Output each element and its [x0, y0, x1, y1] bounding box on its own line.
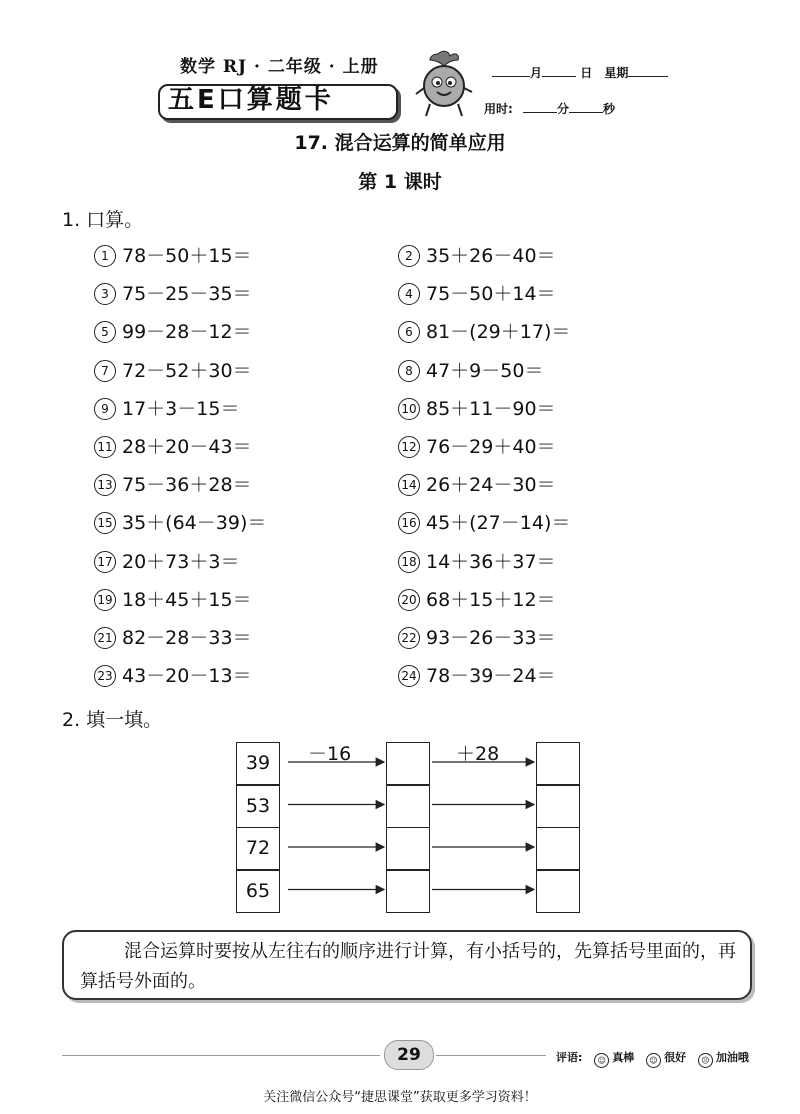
item-number-badge: 13: [94, 474, 116, 496]
month-label: 月: [530, 66, 543, 80]
calc-item: [94, 508, 266, 535]
cheer-face-icon: ☹: [698, 1053, 713, 1068]
item-number-badge: 5: [94, 321, 116, 343]
date-line: [492, 64, 668, 81]
answer-cell-step2[interactable]: [536, 742, 580, 785]
calc-expression: 93－26－33＝: [426, 627, 556, 649]
minute-label: 分: [557, 102, 570, 116]
calc-expression: 72－52＋30＝: [122, 359, 252, 382]
second-label: 秒: [603, 102, 616, 116]
item-number-badge: 11: [94, 436, 116, 458]
calc-item: [398, 661, 556, 688]
calc-item: [398, 470, 556, 497]
brand-title: 五E口算题卡: [168, 85, 334, 115]
calc-item: [398, 623, 556, 650]
start-value-cell: 65: [236, 870, 280, 913]
smile-face-icon: ☺: [646, 1053, 661, 1068]
tip-text: 混合运算时要按从左往右的顺序进行计算，有小括号的，先算括号里面的，再算括号外面的。: [80, 941, 736, 992]
op-plus-28: ＋28: [456, 743, 500, 765]
item-number-badge: 12: [398, 436, 420, 458]
calc-expression: 68＋15＋12＝: [426, 588, 556, 611]
item-number-badge: 17: [94, 551, 116, 573]
item-number-badge: 9: [94, 398, 116, 420]
page-title: 17. 混合运算的简单应用: [294, 132, 506, 154]
item-number-badge: 20: [398, 589, 420, 611]
footer-divider-right: [436, 1055, 546, 1056]
eval-option-great: 真棒: [612, 1051, 635, 1064]
calc-expression: 75－25－35＝: [122, 283, 252, 306]
day-label: 日: [580, 66, 593, 80]
calc-expression: 76－29＋40＝: [426, 436, 556, 458]
item-number-badge: 3: [94, 283, 116, 305]
calc-expression: 45＋(27－14)＝: [426, 512, 571, 535]
calc-item: [94, 470, 252, 497]
calc-item: [94, 623, 252, 650]
eval-option-good: 很好: [664, 1051, 687, 1064]
calc-item: [398, 585, 556, 612]
calc-expression: 47＋9－50＝: [426, 359, 544, 382]
calc-expression: 26＋24－30＝: [426, 474, 556, 497]
calc-expression: 35＋(64－39)＝: [122, 512, 267, 535]
item-number-badge: 7: [94, 360, 116, 382]
item-number-badge: 19: [94, 589, 116, 611]
calc-expression: 75－50＋14＝: [426, 283, 556, 306]
calc-item: [398, 432, 556, 459]
calc-item: [94, 356, 252, 383]
page-subtitle: 第 1 课时: [358, 171, 442, 193]
item-number-badge: 21: [94, 627, 116, 649]
item-number-badge: 10: [398, 398, 420, 420]
calc-item: [94, 585, 252, 612]
answer-cell-step1[interactable]: [386, 742, 430, 785]
answer-cell-step2[interactable]: [536, 785, 580, 828]
section2-heading: 2. 填一填。: [62, 709, 163, 731]
calc-item: [398, 241, 556, 268]
calc-expression: 28＋20－43＝: [122, 436, 252, 458]
calc-expression: 75－36＋28＝: [122, 474, 252, 497]
start-value-cell: 53: [236, 785, 280, 828]
item-number-badge: 4: [398, 283, 420, 305]
item-number-badge: 24: [398, 665, 420, 687]
calc-expression: 20＋73＋3＝: [122, 550, 240, 573]
series-label: 数学 RJ · 二年级 · 上册: [180, 57, 379, 77]
item-number-badge: 8: [398, 360, 420, 382]
calc-item: [94, 661, 252, 688]
calc-expression: 43－20－13＝: [122, 665, 252, 688]
week-label: 星期: [604, 66, 629, 80]
calc-expression: 81－(29＋17)＝: [426, 321, 571, 344]
calc-item: [398, 508, 570, 535]
calc-expression: 99－28－12＝: [122, 321, 252, 344]
op-minus-16: －16: [308, 743, 352, 765]
calc-item: [94, 241, 252, 268]
page-number: 29: [384, 1040, 434, 1070]
calc-item: [398, 279, 556, 306]
calc-item: [94, 394, 239, 421]
footer-divider-left: [62, 1055, 380, 1056]
calc-expression: 14＋36＋37＝: [426, 550, 556, 573]
calc-expression: 78－50＋15＝: [122, 245, 252, 267]
calc-item: [398, 394, 556, 421]
calc-expression: 78－39－24＝: [426, 665, 556, 688]
calc-item: [398, 317, 570, 344]
answer-cell-step2[interactable]: [536, 870, 580, 913]
calc-expression: 18＋45＋15＝: [122, 588, 252, 611]
grin-face-icon: ☺: [594, 1053, 609, 1068]
time-label: 用时:: [484, 102, 513, 116]
section1-heading: 1. 口算。: [62, 209, 144, 231]
item-number-badge: 23: [94, 665, 116, 687]
answer-cell-step1[interactable]: [386, 785, 430, 828]
item-number-badge: 6: [398, 321, 420, 343]
item-number-badge: 15: [94, 512, 116, 534]
calc-item: [94, 317, 252, 344]
item-number-badge: 2: [398, 245, 420, 267]
calc-item: [398, 356, 543, 383]
calc-item: [398, 547, 556, 574]
mascot-icon: [408, 48, 480, 120]
time-line: [484, 100, 615, 117]
calc-expression: 17＋3－15＝: [122, 397, 240, 420]
calc-item: [94, 279, 252, 306]
answer-cell-step1[interactable]: [386, 827, 430, 870]
item-number-badge: 14: [398, 474, 420, 496]
item-number-badge: 16: [398, 512, 420, 534]
eval-label: 评语:: [556, 1051, 583, 1064]
item-number-badge: 22: [398, 627, 420, 649]
item-number-badge: 18: [398, 551, 420, 573]
start-value-cell: 39: [236, 742, 280, 785]
bottom-note: 关注微信公众号“捷思课堂”获取更多学习资料！: [263, 1090, 537, 1105]
calc-item: [94, 432, 252, 459]
calc-item: [94, 547, 239, 574]
item-number-badge: 1: [94, 245, 116, 267]
answer-cell-step2[interactable]: [536, 827, 580, 870]
calc-expression: 35＋26－40＝: [426, 245, 556, 267]
evaluation: [556, 1049, 749, 1068]
calc-expression: 82－28－33＝: [122, 627, 252, 649]
calc-expression: 85＋11－90＝: [426, 397, 556, 420]
start-value-cell: 72: [236, 827, 280, 870]
eval-option-keep-going: 加油哦: [715, 1051, 749, 1064]
answer-cell-step1[interactable]: [386, 870, 430, 913]
